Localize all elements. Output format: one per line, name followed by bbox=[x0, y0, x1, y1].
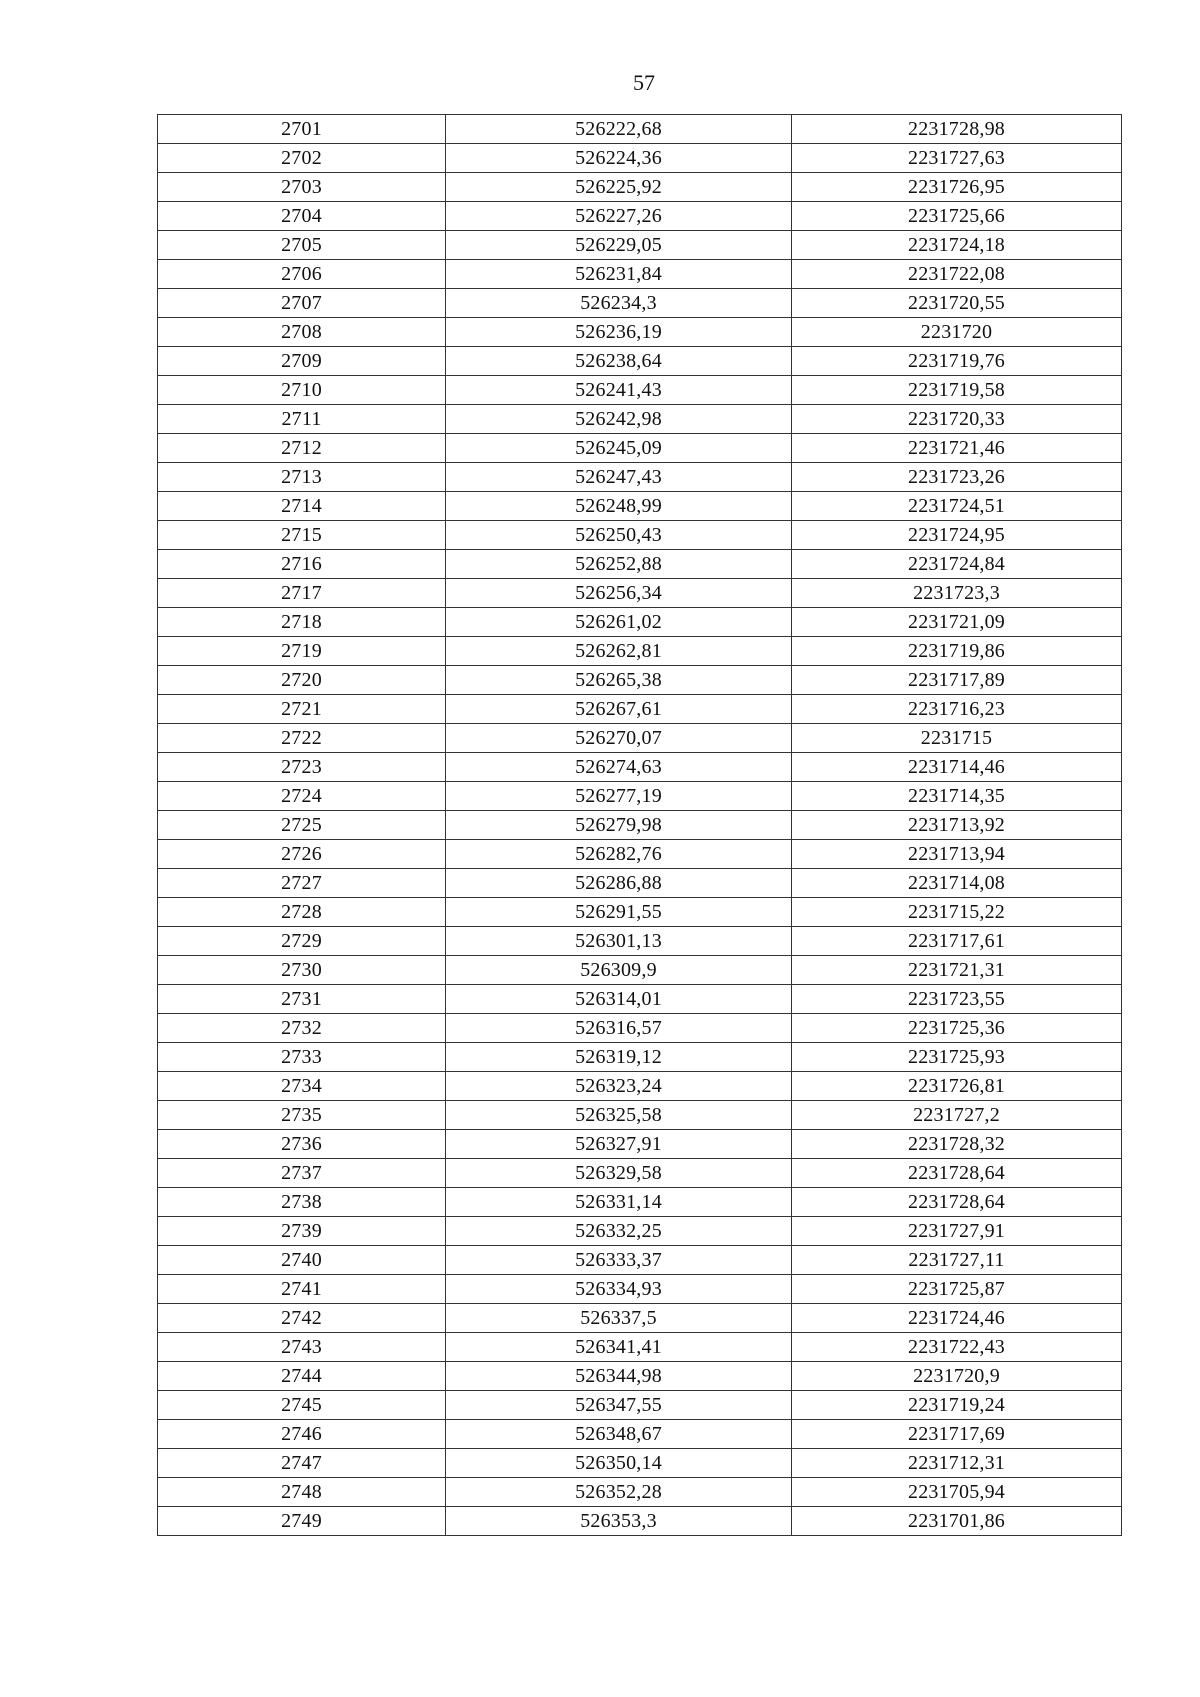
x-coordinate-cell: 526316,57 bbox=[446, 1014, 792, 1043]
point-number-cell: 2740 bbox=[158, 1246, 446, 1275]
y-coordinate-cell: 2231705,94 bbox=[792, 1478, 1122, 1507]
x-coordinate-cell: 526274,63 bbox=[446, 753, 792, 782]
point-number-cell: 2743 bbox=[158, 1333, 446, 1362]
point-number-cell: 2738 bbox=[158, 1188, 446, 1217]
x-coordinate-cell: 526247,43 bbox=[446, 463, 792, 492]
table-row bbox=[158, 463, 1122, 492]
x-coordinate-cell: 526250,43 bbox=[446, 521, 792, 550]
x-coordinate-cell: 526248,99 bbox=[446, 492, 792, 521]
x-coordinate-cell: 526353,3 bbox=[446, 1507, 792, 1536]
table-row bbox=[158, 1333, 1122, 1362]
y-coordinate-cell: 2231726,95 bbox=[792, 173, 1122, 202]
point-number-cell: 2715 bbox=[158, 521, 446, 550]
table-row bbox=[158, 492, 1122, 521]
y-coordinate-cell: 2231723,55 bbox=[792, 985, 1122, 1014]
point-number-cell: 2712 bbox=[158, 434, 446, 463]
table-row bbox=[158, 376, 1122, 405]
table-row bbox=[158, 202, 1122, 231]
table-row bbox=[158, 521, 1122, 550]
point-number-cell: 2730 bbox=[158, 956, 446, 985]
point-number-cell: 2732 bbox=[158, 1014, 446, 1043]
x-coordinate-cell: 526270,07 bbox=[446, 724, 792, 753]
y-coordinate-cell: 2231717,61 bbox=[792, 927, 1122, 956]
y-coordinate-cell: 2231727,91 bbox=[792, 1217, 1122, 1246]
table-row bbox=[158, 231, 1122, 260]
x-coordinate-cell: 526279,98 bbox=[446, 811, 792, 840]
point-number-cell: 2727 bbox=[158, 869, 446, 898]
y-coordinate-cell: 2231722,08 bbox=[792, 260, 1122, 289]
x-coordinate-cell: 526231,84 bbox=[446, 260, 792, 289]
point-number-cell: 2729 bbox=[158, 927, 446, 956]
x-coordinate-cell: 526348,67 bbox=[446, 1420, 792, 1449]
table-row bbox=[158, 1043, 1122, 1072]
y-coordinate-cell: 2231723,3 bbox=[792, 579, 1122, 608]
y-coordinate-cell: 2231727,63 bbox=[792, 144, 1122, 173]
table-row bbox=[158, 956, 1122, 985]
table-row bbox=[158, 1101, 1122, 1130]
point-number-cell: 2717 bbox=[158, 579, 446, 608]
page-number: 57 bbox=[633, 70, 655, 95]
point-number-cell: 2749 bbox=[158, 1507, 446, 1536]
y-coordinate-cell: 2231713,92 bbox=[792, 811, 1122, 840]
point-number-cell: 2708 bbox=[158, 318, 446, 347]
x-coordinate-cell: 526224,36 bbox=[446, 144, 792, 173]
point-number-cell: 2706 bbox=[158, 260, 446, 289]
table-row bbox=[158, 1188, 1122, 1217]
y-coordinate-cell: 2231727,2 bbox=[792, 1101, 1122, 1130]
y-coordinate-cell: 2231720 bbox=[792, 318, 1122, 347]
y-coordinate-cell: 2231719,76 bbox=[792, 347, 1122, 376]
y-coordinate-cell: 2231719,24 bbox=[792, 1391, 1122, 1420]
table-row bbox=[158, 1420, 1122, 1449]
x-coordinate-cell: 526331,14 bbox=[446, 1188, 792, 1217]
table-row bbox=[158, 608, 1122, 637]
x-coordinate-cell: 526309,9 bbox=[446, 956, 792, 985]
point-number-cell: 2721 bbox=[158, 695, 446, 724]
x-coordinate-cell: 526350,14 bbox=[446, 1449, 792, 1478]
point-number-cell: 2711 bbox=[158, 405, 446, 434]
point-number-cell: 2747 bbox=[158, 1449, 446, 1478]
table-row bbox=[158, 144, 1122, 173]
point-number-cell: 2704 bbox=[158, 202, 446, 231]
point-number-cell: 2728 bbox=[158, 898, 446, 927]
table-row bbox=[158, 1449, 1122, 1478]
table-row bbox=[158, 289, 1122, 318]
y-coordinate-cell: 2231725,87 bbox=[792, 1275, 1122, 1304]
table-row bbox=[158, 1072, 1122, 1101]
x-coordinate-cell: 526334,93 bbox=[446, 1275, 792, 1304]
point-number-cell: 2709 bbox=[158, 347, 446, 376]
x-coordinate-cell: 526267,61 bbox=[446, 695, 792, 724]
table-row bbox=[158, 347, 1122, 376]
point-number-cell: 2746 bbox=[158, 1420, 446, 1449]
y-coordinate-cell: 2231715,22 bbox=[792, 898, 1122, 927]
point-number-cell: 2710 bbox=[158, 376, 446, 405]
y-coordinate-cell: 2231701,86 bbox=[792, 1507, 1122, 1536]
y-coordinate-cell: 2231728,98 bbox=[792, 115, 1122, 144]
table-row bbox=[158, 869, 1122, 898]
point-number-cell: 2724 bbox=[158, 782, 446, 811]
point-number-cell: 2745 bbox=[158, 1391, 446, 1420]
point-number-cell: 2736 bbox=[158, 1130, 446, 1159]
y-coordinate-cell: 2231715 bbox=[792, 724, 1122, 753]
table-row bbox=[158, 1391, 1122, 1420]
x-coordinate-cell: 526245,09 bbox=[446, 434, 792, 463]
y-coordinate-cell: 2231724,84 bbox=[792, 550, 1122, 579]
table-row bbox=[158, 318, 1122, 347]
y-coordinate-cell: 2231721,46 bbox=[792, 434, 1122, 463]
y-coordinate-cell: 2231717,89 bbox=[792, 666, 1122, 695]
point-number-cell: 2735 bbox=[158, 1101, 446, 1130]
y-coordinate-cell: 2231720,55 bbox=[792, 289, 1122, 318]
x-coordinate-cell: 526242,98 bbox=[446, 405, 792, 434]
table-row bbox=[158, 927, 1122, 956]
point-number-cell: 2720 bbox=[158, 666, 446, 695]
y-coordinate-cell: 2231724,95 bbox=[792, 521, 1122, 550]
x-coordinate-cell: 526329,58 bbox=[446, 1159, 792, 1188]
x-coordinate-cell: 526252,88 bbox=[446, 550, 792, 579]
y-coordinate-cell: 2231728,32 bbox=[792, 1130, 1122, 1159]
point-number-cell: 2725 bbox=[158, 811, 446, 840]
point-number-cell: 2705 bbox=[158, 231, 446, 260]
y-coordinate-cell: 2231723,26 bbox=[792, 463, 1122, 492]
x-coordinate-cell: 526319,12 bbox=[446, 1043, 792, 1072]
y-coordinate-cell: 2231719,58 bbox=[792, 376, 1122, 405]
point-number-cell: 2726 bbox=[158, 840, 446, 869]
point-number-cell: 2703 bbox=[158, 173, 446, 202]
y-coordinate-cell: 2231713,94 bbox=[792, 840, 1122, 869]
y-coordinate-cell: 2231728,64 bbox=[792, 1188, 1122, 1217]
point-number-cell: 2741 bbox=[158, 1275, 446, 1304]
x-coordinate-cell: 526236,19 bbox=[446, 318, 792, 347]
table-row bbox=[158, 1130, 1122, 1159]
y-coordinate-cell: 2231724,18 bbox=[792, 231, 1122, 260]
coordinates-table-body bbox=[158, 115, 1122, 1536]
point-number-cell: 2744 bbox=[158, 1362, 446, 1391]
y-coordinate-cell: 2231725,66 bbox=[792, 202, 1122, 231]
point-number-cell: 2742 bbox=[158, 1304, 446, 1333]
table-row bbox=[158, 695, 1122, 724]
x-coordinate-cell: 526344,98 bbox=[446, 1362, 792, 1391]
x-coordinate-cell: 526282,76 bbox=[446, 840, 792, 869]
table-row bbox=[158, 1275, 1122, 1304]
point-number-cell: 2734 bbox=[158, 1072, 446, 1101]
table-row bbox=[158, 579, 1122, 608]
y-coordinate-cell: 2231720,33 bbox=[792, 405, 1122, 434]
y-coordinate-cell: 2231712,31 bbox=[792, 1449, 1122, 1478]
point-number-cell: 2748 bbox=[158, 1478, 446, 1507]
point-number-cell: 2733 bbox=[158, 1043, 446, 1072]
x-coordinate-cell: 526265,38 bbox=[446, 666, 792, 695]
table-row bbox=[158, 782, 1122, 811]
table-row bbox=[158, 840, 1122, 869]
y-coordinate-cell: 2231714,08 bbox=[792, 869, 1122, 898]
table-row bbox=[158, 550, 1122, 579]
table-row bbox=[158, 898, 1122, 927]
table-row bbox=[158, 753, 1122, 782]
x-coordinate-cell: 526347,55 bbox=[446, 1391, 792, 1420]
y-coordinate-cell: 2231716,23 bbox=[792, 695, 1122, 724]
x-coordinate-cell: 526238,64 bbox=[446, 347, 792, 376]
x-coordinate-cell: 526341,41 bbox=[446, 1333, 792, 1362]
point-number-cell: 2722 bbox=[158, 724, 446, 753]
x-coordinate-cell: 526332,25 bbox=[446, 1217, 792, 1246]
x-coordinate-cell: 526314,01 bbox=[446, 985, 792, 1014]
y-coordinate-cell: 2231722,43 bbox=[792, 1333, 1122, 1362]
y-coordinate-cell: 2231724,51 bbox=[792, 492, 1122, 521]
y-coordinate-cell: 2231714,46 bbox=[792, 753, 1122, 782]
table-row bbox=[158, 985, 1122, 1014]
x-coordinate-cell: 526323,24 bbox=[446, 1072, 792, 1101]
x-coordinate-cell: 526352,28 bbox=[446, 1478, 792, 1507]
table-row bbox=[158, 637, 1122, 666]
table-row bbox=[158, 724, 1122, 753]
y-coordinate-cell: 2231725,93 bbox=[792, 1043, 1122, 1072]
point-number-cell: 2701 bbox=[158, 115, 446, 144]
table-row bbox=[158, 1217, 1122, 1246]
point-number-cell: 2719 bbox=[158, 637, 446, 666]
x-coordinate-cell: 526301,13 bbox=[446, 927, 792, 956]
point-number-cell: 2702 bbox=[158, 144, 446, 173]
table-row bbox=[158, 1304, 1122, 1333]
y-coordinate-cell: 2231720,9 bbox=[792, 1362, 1122, 1391]
x-coordinate-cell: 526227,26 bbox=[446, 202, 792, 231]
y-coordinate-cell: 2231721,31 bbox=[792, 956, 1122, 985]
x-coordinate-cell: 526256,34 bbox=[446, 579, 792, 608]
x-coordinate-cell: 526291,55 bbox=[446, 898, 792, 927]
x-coordinate-cell: 526241,43 bbox=[446, 376, 792, 405]
table-row bbox=[158, 1362, 1122, 1391]
point-number-cell: 2739 bbox=[158, 1217, 446, 1246]
y-coordinate-cell: 2231721,09 bbox=[792, 608, 1122, 637]
y-coordinate-cell: 2231714,35 bbox=[792, 782, 1122, 811]
y-coordinate-cell: 2231719,86 bbox=[792, 637, 1122, 666]
x-coordinate-cell: 526333,37 bbox=[446, 1246, 792, 1275]
point-number-cell: 2713 bbox=[158, 463, 446, 492]
table-row bbox=[158, 1507, 1122, 1536]
x-coordinate-cell: 526225,92 bbox=[446, 173, 792, 202]
x-coordinate-cell: 526262,81 bbox=[446, 637, 792, 666]
y-coordinate-cell: 2231717,69 bbox=[792, 1420, 1122, 1449]
x-coordinate-cell: 526234,3 bbox=[446, 289, 792, 318]
table-row bbox=[158, 666, 1122, 695]
table-row bbox=[158, 1246, 1122, 1275]
table-row bbox=[158, 1014, 1122, 1043]
x-coordinate-cell: 526325,58 bbox=[446, 1101, 792, 1130]
x-coordinate-cell: 526222,68 bbox=[446, 115, 792, 144]
y-coordinate-cell: 2231725,36 bbox=[792, 1014, 1122, 1043]
table-row bbox=[158, 115, 1122, 144]
y-coordinate-cell: 2231728,64 bbox=[792, 1159, 1122, 1188]
point-number-cell: 2737 bbox=[158, 1159, 446, 1188]
point-number-cell: 2723 bbox=[158, 753, 446, 782]
table-row bbox=[158, 173, 1122, 202]
table-row bbox=[158, 1159, 1122, 1188]
y-coordinate-cell: 2231726,81 bbox=[792, 1072, 1122, 1101]
x-coordinate-cell: 526286,88 bbox=[446, 869, 792, 898]
y-coordinate-cell: 2231727,11 bbox=[792, 1246, 1122, 1275]
x-coordinate-cell: 526337,5 bbox=[446, 1304, 792, 1333]
y-coordinate-cell: 2231724,46 bbox=[792, 1304, 1122, 1333]
table-row bbox=[158, 811, 1122, 840]
point-number-cell: 2714 bbox=[158, 492, 446, 521]
point-number-cell: 2716 bbox=[158, 550, 446, 579]
table-row bbox=[158, 260, 1122, 289]
table-row bbox=[158, 1478, 1122, 1507]
x-coordinate-cell: 526327,91 bbox=[446, 1130, 792, 1159]
table-row bbox=[158, 405, 1122, 434]
coordinates-table bbox=[157, 114, 1122, 1536]
point-number-cell: 2718 bbox=[158, 608, 446, 637]
x-coordinate-cell: 526261,02 bbox=[446, 608, 792, 637]
point-number-cell: 2707 bbox=[158, 289, 446, 318]
x-coordinate-cell: 526229,05 bbox=[446, 231, 792, 260]
point-number-cell: 2731 bbox=[158, 985, 446, 1014]
table-row bbox=[158, 434, 1122, 463]
x-coordinate-cell: 526277,19 bbox=[446, 782, 792, 811]
